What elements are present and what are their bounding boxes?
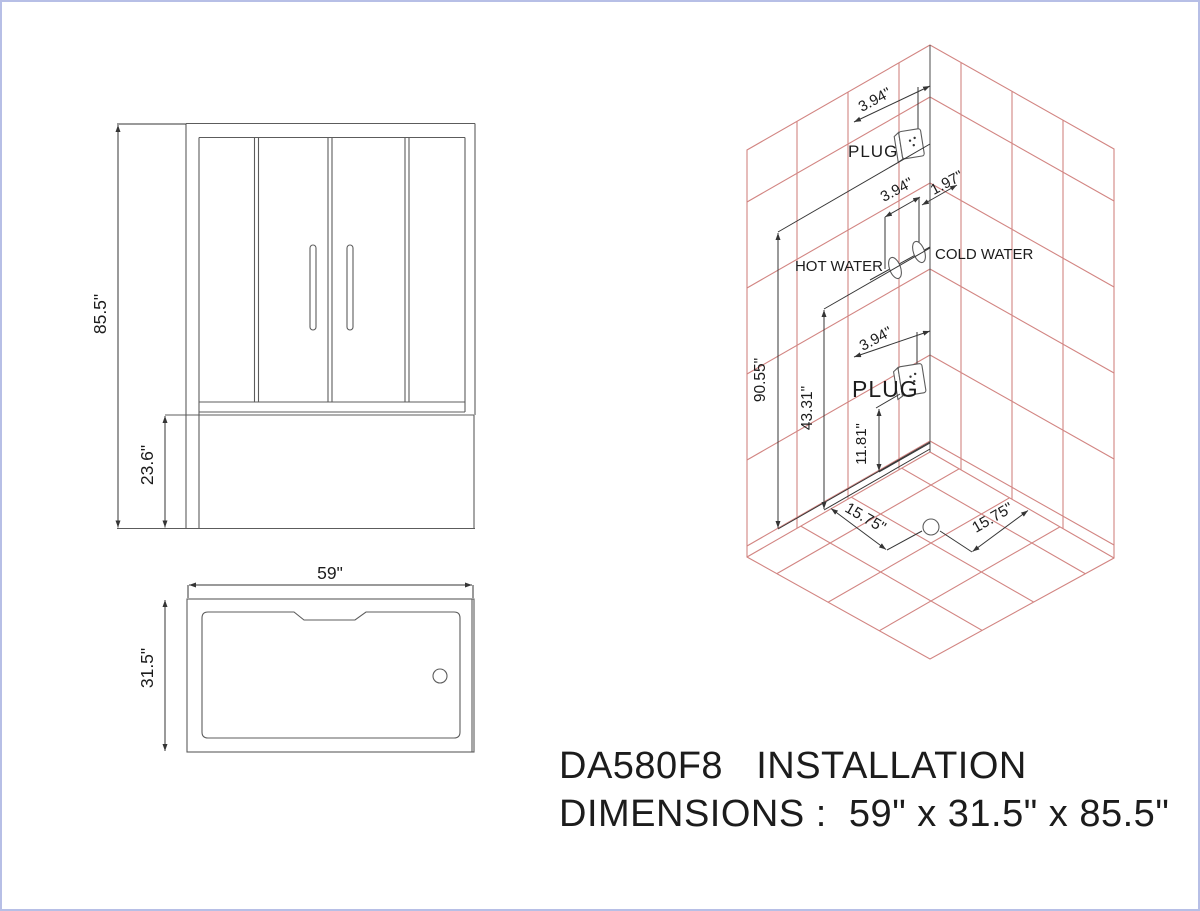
lower-plug-label: PLUG <box>852 376 919 402</box>
front-view <box>90 124 475 529</box>
water-valves-group <box>795 167 1034 280</box>
hot-water-offset-label: 3.94" <box>877 174 917 206</box>
top-view-drain-icon <box>433 669 447 683</box>
upper-plug-label: PLUG <box>848 142 899 161</box>
wall-height-label: 90.55" <box>752 357 769 403</box>
wall-height-dim <box>752 144 930 529</box>
hot-water-label: HOT WATER <box>794 258 883 275</box>
door-handle-left <box>310 245 316 330</box>
lower-plug-group <box>852 323 930 472</box>
front-base-height-label: 23.6" <box>137 444 157 486</box>
drain-left-offset-label: 15.75" <box>841 499 889 537</box>
glass-panel-dividers <box>255 138 410 403</box>
iso-view <box>747 45 1114 693</box>
tub-inner-rim <box>202 612 460 738</box>
cold-water-valve-icon <box>910 240 928 264</box>
top-view <box>137 563 474 752</box>
drain-right-offset-label: 15.75" <box>969 499 1017 537</box>
valve-height-label: 43.31" <box>799 385 816 431</box>
lower-plug-offset-label: 3.94" <box>856 323 896 355</box>
front-overall-height-label: 85.5" <box>90 293 110 335</box>
upper-plug-offset-label: 3.94" <box>855 84 895 116</box>
cold-water-label: COLD WATER <box>935 246 1034 263</box>
iso-drain-icon <box>923 519 939 535</box>
overall-dimensions-text: DIMENSIONS : 59" x 31.5" x 85.5" <box>559 793 1170 835</box>
top-width-label: 59" <box>317 563 343 583</box>
cold-water-offset-label: 1.97" <box>927 167 967 199</box>
lower-plug-height-label: 11.81" <box>853 423 870 465</box>
model-title: DA580F8 INSTALLATION <box>559 745 1027 787</box>
door-handle-right <box>347 245 353 330</box>
top-depth-label: 31.5" <box>137 647 157 689</box>
